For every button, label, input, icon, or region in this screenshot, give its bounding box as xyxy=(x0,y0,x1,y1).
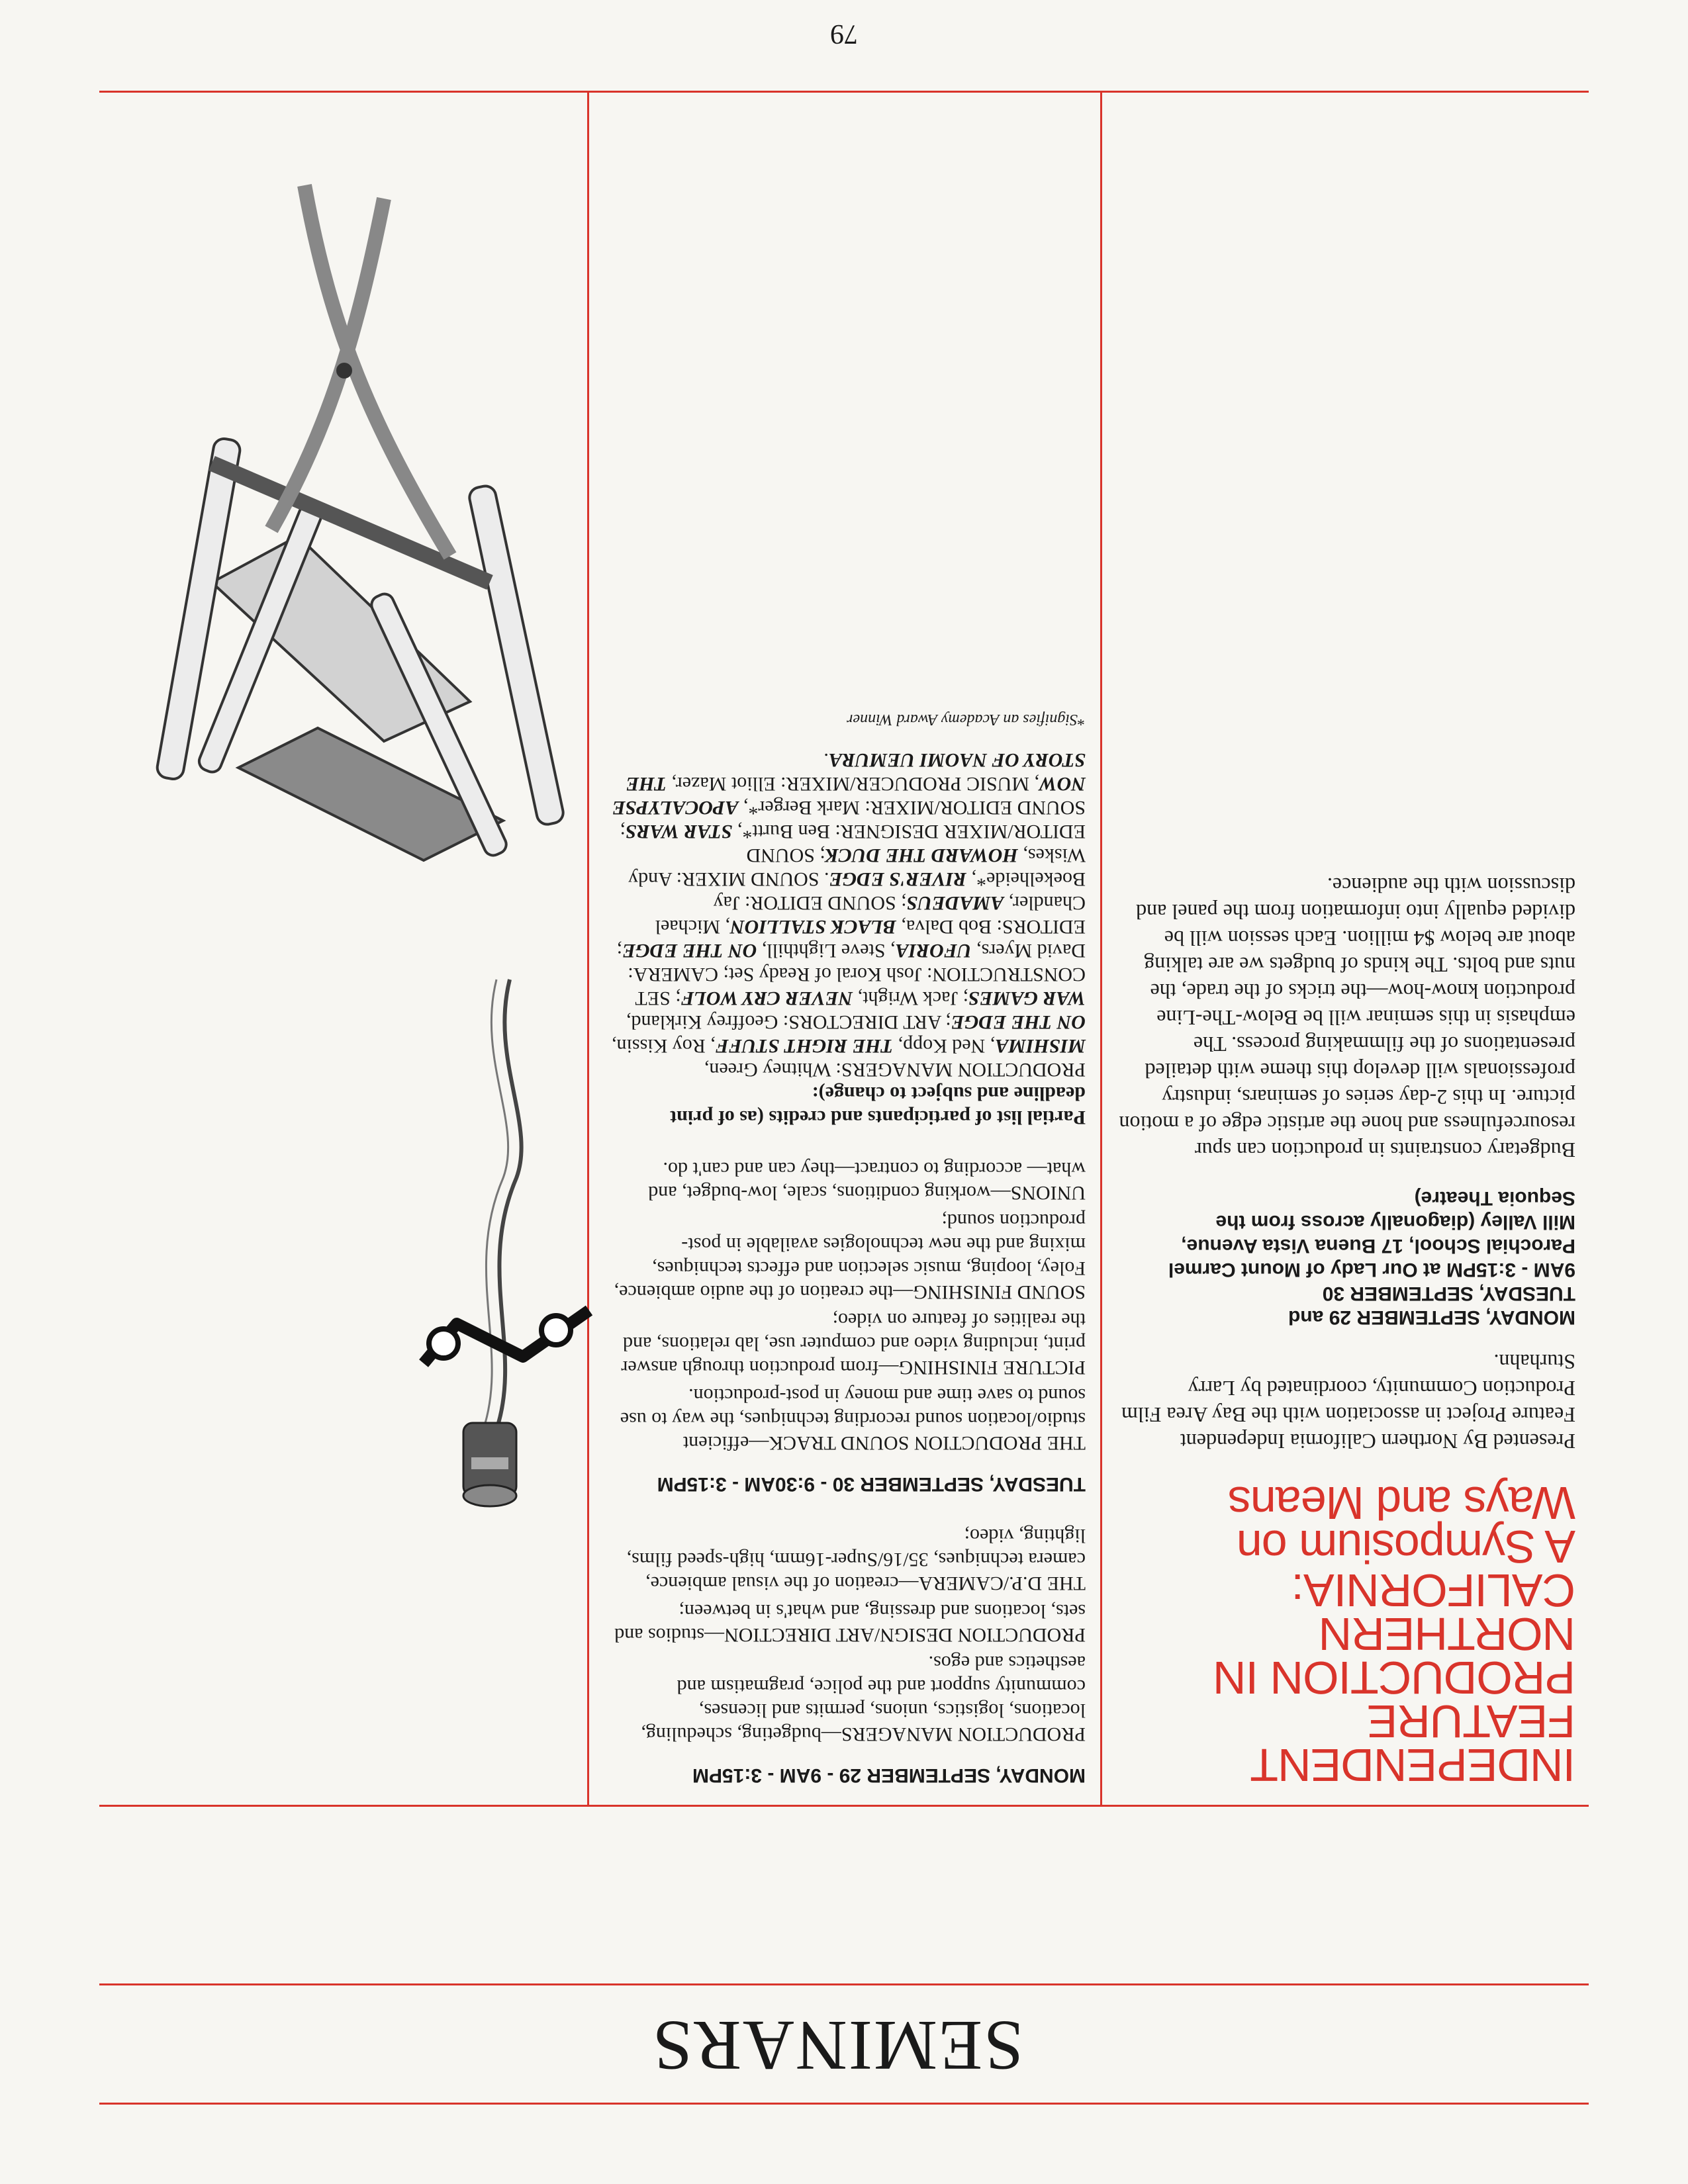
schedule-line: MONDAY, SEPTEMBER 29 and xyxy=(1288,1306,1575,1328)
credit-text: ; EDITORS: Bob Dalva, xyxy=(616,916,1086,962)
intro-paragraph: Presented By Northern California Independent Feature Project in association with the Bay Area Film Production Community, coordinated by Larry Sturhahn. xyxy=(1121,1350,1575,1453)
headline-line: Ways and Means xyxy=(1228,1477,1575,1529)
credit-title: STAR WARS xyxy=(625,821,733,842)
sessions-column xyxy=(609,709,1086,1787)
credit-title: RIVER'S EDGE xyxy=(829,868,967,890)
credit-text: . xyxy=(823,749,829,771)
credit-text: , Michael Chandler, xyxy=(655,892,1086,938)
session-item: THE D.P./CAMERA—creation of the visual ambience, camera techniques, 35/16/Super-16mm, high-speed films, lighting, video; xyxy=(626,1525,1086,1594)
session-item: PICTURE FINISHING—from production through answer print, including video and computer use, lab relations, and the realities of feature on video; xyxy=(621,1309,1086,1379)
credit-title: ON THE EDGE xyxy=(622,940,757,962)
credit-text: , MUSIC PRODUCER/MIXER: Elliot Mazer, xyxy=(667,773,1039,795)
footnote: *Signifies an Academy Award Winner xyxy=(847,711,1086,728)
session-item: UNIONS—working conditions, scale, low-budget, and what— according to contract—they can and can't do. xyxy=(648,1158,1086,1204)
credit-title: HOWARD THE DUCK xyxy=(825,844,1018,866)
credit-text: ; Jack Wright, xyxy=(853,987,968,1009)
credit-title: THE RIGHT STUFF xyxy=(715,1035,894,1057)
headline-line: PRODUCTION IN xyxy=(1213,1652,1575,1704)
schedule-line: TUESDAY, SEPTEMBER 30 xyxy=(1322,1283,1575,1304)
tuesday-heading: TUESDAY, SEPTEMBER 30 - 9:30AM - 3:15PM xyxy=(657,1473,1086,1495)
credit-title: UFORIA xyxy=(895,940,972,962)
session-item: SOUND FINISHING—the creation of the audio ambience, Foley, looping, music selection and effects techniques, mixing and the new technologies available in post-production sound; xyxy=(614,1210,1086,1303)
credit-text: , Ned Kopp, xyxy=(893,1035,996,1057)
credit-title: THE STORY OF NAOMI UEMURA xyxy=(626,749,1086,795)
credit-text: ; SET CONSTRUCTION: Josh Koral of Ready Set; CAMERA: David Myers, xyxy=(628,940,1086,1009)
film-canister-illustration xyxy=(364,927,596,1522)
credit-text: . SOUND MIXER: Andy Wiskes, xyxy=(628,844,1086,890)
schedule-line: 9AM - 3:15PM at Our Lady of Mount Carmel xyxy=(1168,1259,1575,1281)
top-rule-2 xyxy=(99,1983,1589,1985)
schedule-line: Sequoia Theatre) xyxy=(1414,1187,1575,1209)
session-item: PRODUCTION MANAGERS—budgeting, scheduling, locations, logistics, unions, permits and licenses, community support and the police, pragmatism and aesthetics and egos. xyxy=(641,1652,1086,1745)
credit-title: APOCALYPSE NOW xyxy=(612,773,1086,819)
credit-text: ; SOUND EDITOR/MIXER DESIGNER: Ben Burtt*, xyxy=(732,821,1086,866)
credit-title: BLACK STALLION xyxy=(730,916,896,938)
credit-text: PRODUCTION MANAGERS: Whitney Green, xyxy=(704,1059,1086,1081)
session-item: THE PRODUCTION SOUND TRACK—efficient studio/location sound recording techniques, the way to use sound to save time and money in post-production. xyxy=(620,1385,1086,1454)
directors-chair-illustration xyxy=(106,132,583,927)
headline-line: NORTHERN CALIFORNIA: xyxy=(1291,1565,1575,1660)
column-bottom-rule xyxy=(99,91,1589,93)
credit-title: WAR GAMES xyxy=(968,987,1086,1009)
credit-title: AMADEUS xyxy=(906,892,1004,914)
credits-heading: Partial list of participants and credits (as of print deadline and subject to change): xyxy=(670,1083,1086,1128)
headline-line: INDEPENDENT FEATURE xyxy=(1251,1696,1575,1791)
intro-column xyxy=(1119,852,1575,1791)
description-paragraph: Budgetary constraints in production can spur resourcefulness and hone the artistic edge of a motion picture. In this 2-day series of seminars, industry professionals will develop this theme with detailed presentations of the filmmaking process. The emphasis in this seminar will be Below-The-Line production know-how—the tricks of the trade, the nuts and bolts. The kinds of budgets we are talking about are below $4 million. Each session will be divided equally into information from the panel and discussion with the audience. xyxy=(1119,874,1575,1162)
session-item: PRODUCTION DESIGN/ART DIRECTION—studios and sets, locations and dressing, and what's in between; xyxy=(614,1600,1086,1646)
credit-text: , Steve Lighthill, xyxy=(757,940,896,962)
schedule-line: Mill Valley (diagonally across from the xyxy=(1215,1211,1575,1233)
column-top-rule xyxy=(99,1805,1589,1807)
monday-heading: MONDAY, SEPTEMBER 29 - 9AM - 3:15PM xyxy=(692,1764,1086,1786)
headline-line: A Symposium on xyxy=(1237,1521,1575,1572)
credit-text: ; ART DIRECTORS: Geoffrey Kirkland, xyxy=(626,1011,951,1033)
schedule-block xyxy=(1119,1186,1575,1329)
credits-list xyxy=(609,748,1086,1081)
credit-text: ; SOUND EDITOR: Jay Boekelheide*, xyxy=(713,868,1086,914)
credit-title: MISHIMA xyxy=(995,1035,1086,1057)
column-divider-1 xyxy=(1100,93,1102,1807)
section-title: SEMINARS xyxy=(651,2006,1024,2085)
credit-title: NEVER CRY WOLF xyxy=(680,987,853,1009)
page-number: 79 xyxy=(830,19,858,49)
schedule-line: Parochial School, 17 Buena Vista Avenue, xyxy=(1181,1235,1575,1257)
credit-text: , Roy Kissin, xyxy=(612,1035,716,1057)
credit-text: ; SOUND EDITOR/MIXER: Mark Berger*, xyxy=(620,797,1086,842)
credit-title: ON THE EDGE xyxy=(951,1011,1086,1033)
top-rule-1 xyxy=(99,2103,1589,2105)
headline xyxy=(1119,1477,1575,1791)
